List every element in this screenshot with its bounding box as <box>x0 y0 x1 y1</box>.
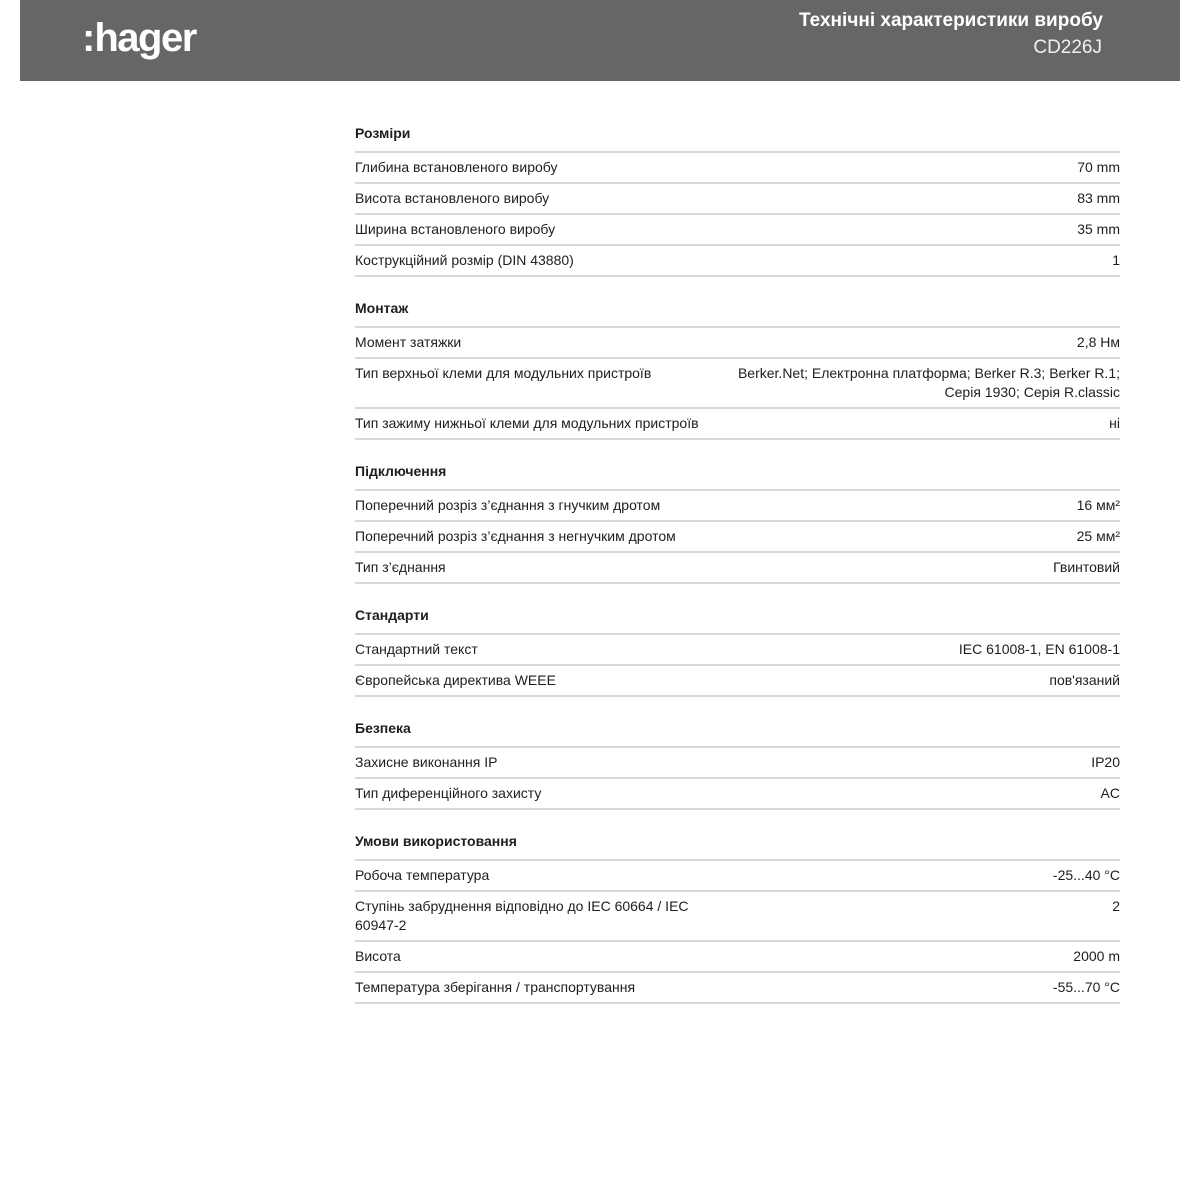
document-title: Технічні характеристики виробу <box>799 10 1103 31</box>
section-title: Розміри <box>355 124 1120 153</box>
spec-label: Ширина встановленого виробу <box>355 221 556 237</box>
spec-row <box>355 359 1120 409</box>
spec-row <box>355 666 1120 697</box>
spec-value: Berker.Net; Електронна платформа; Berker R.3; Berker R.1; Серія 1930; Серія R.classic <box>737 365 1120 400</box>
spec-label: Стандартний текст <box>355 641 478 657</box>
section-title: Підключення <box>355 462 1120 491</box>
spec-label: Захисне виконання IP <box>355 754 498 770</box>
spec-label: Тип диференційного захисту <box>355 785 542 801</box>
section-title: Стандарти <box>355 606 1120 635</box>
section-standards <box>355 606 1120 697</box>
spec-row <box>355 635 1120 666</box>
spec-value: 2 <box>1112 898 1120 914</box>
spec-row <box>355 522 1120 553</box>
spec-row <box>355 184 1120 215</box>
spec-label: Момент затяжки <box>355 334 462 350</box>
spec-value: -55...70 °C <box>1052 979 1120 995</box>
spec-label: Поперечний розріз з’єднання з гнучким дротом <box>355 497 661 513</box>
spec-label: Кострукційний розмір (DIN 43880) <box>355 252 574 268</box>
spec-value: ні <box>1109 415 1120 431</box>
section-operating-conditions <box>355 832 1120 1004</box>
spec-label: Поперечний розріз з’єднання з негнучким дротом <box>355 528 676 544</box>
section-dimensions <box>355 124 1120 277</box>
spec-value: 16 мм² <box>1076 497 1120 513</box>
spec-label: Робоча температура <box>355 867 490 883</box>
spec-label: Висота встановленого виробу <box>355 190 550 206</box>
spec-label: Тип з’єднання <box>355 559 446 575</box>
spec-label: Глибина встановленого виробу <box>355 159 558 175</box>
spec-row <box>355 153 1120 184</box>
hager-logo: :hager <box>82 16 196 60</box>
spec-value: 2000 m <box>1073 948 1120 964</box>
logo-text: hager <box>94 16 196 60</box>
spec-value: 83 mm <box>1077 190 1120 206</box>
spec-value: AC <box>1100 785 1120 801</box>
spec-label: Європейська директива WEEE <box>355 672 556 688</box>
spec-content <box>355 124 1120 1026</box>
spec-label: Тип зажиму нижньої клеми для модульних пристроїв <box>355 415 699 431</box>
spec-value: IEC 61008-1, EN 61008-1 <box>958 641 1120 657</box>
spec-value: 70 mm <box>1077 159 1120 175</box>
section-connection <box>355 462 1120 584</box>
spec-row <box>355 491 1120 522</box>
spec-label: Ступінь забруднення відповідно до IEC 60664 / IEC 60947-2 <box>355 898 689 933</box>
spec-row <box>355 553 1120 584</box>
spec-label: Висота <box>355 948 401 964</box>
spec-row <box>355 973 1120 1004</box>
spec-row <box>355 409 1120 440</box>
spec-value: -25...40 °C <box>1052 867 1120 883</box>
spec-label: Температура зберігання / транспортування <box>355 979 636 995</box>
spec-row <box>355 861 1120 892</box>
spec-label: Тип верхньої клеми для модульних пристроїв <box>355 365 652 381</box>
spec-row <box>355 892 1120 942</box>
spec-value: 2,8 Нм <box>1076 334 1120 350</box>
spec-value: 1 <box>1112 252 1120 268</box>
spec-row <box>355 942 1120 973</box>
section-title: Безпека <box>355 719 1120 748</box>
product-code: CD226J <box>1033 37 1102 58</box>
spec-value: 35 mm <box>1077 221 1120 237</box>
spec-value: Гвинтовий <box>1053 559 1120 575</box>
spec-row <box>355 328 1120 359</box>
spec-row <box>355 215 1120 246</box>
section-title: Монтаж <box>355 299 1120 328</box>
spec-row <box>355 246 1120 277</box>
section-safety <box>355 719 1120 810</box>
page-header <box>20 0 1180 81</box>
spec-value: IP20 <box>1091 754 1120 770</box>
section-title: Умови використовання <box>355 832 1120 861</box>
spec-row <box>355 779 1120 810</box>
section-mounting <box>355 299 1120 440</box>
spec-value: пов'язаний <box>1049 672 1120 688</box>
spec-value: 25 мм² <box>1076 528 1120 544</box>
spec-row <box>355 748 1120 779</box>
